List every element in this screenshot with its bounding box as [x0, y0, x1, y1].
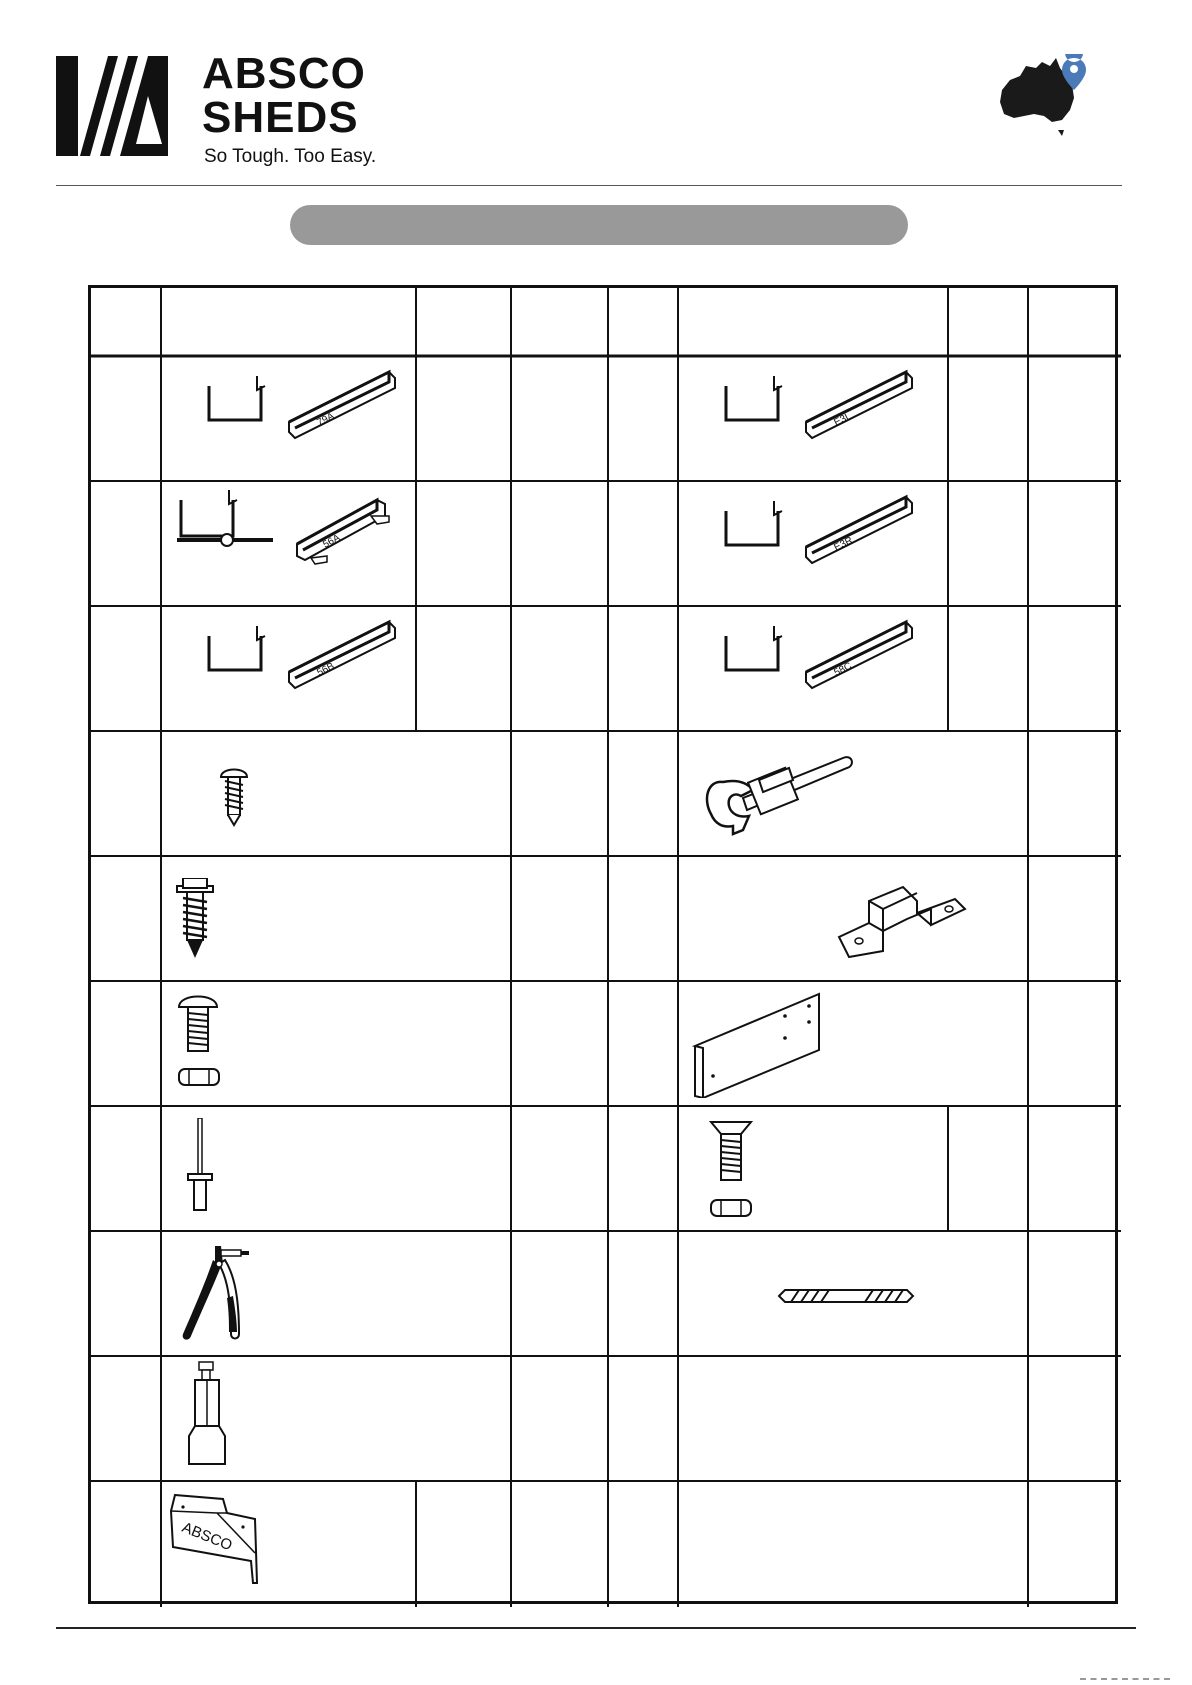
channel-79a-icon	[191, 366, 401, 456]
omega-bracket-icon	[835, 873, 969, 963]
drill-bit-icon	[777, 1288, 915, 1304]
hinged-channel-56a-icon	[177, 486, 407, 582]
bolt-and-nut-icon	[177, 991, 223, 1091]
footer-divider	[56, 1627, 1136, 1629]
rivet-gun-icon	[177, 1242, 267, 1342]
brand-line-2: SHEDS	[202, 93, 359, 142]
tek-screw-pan-head-icon	[219, 765, 249, 827]
channel-56b-label: 56B	[315, 660, 337, 679]
channel-e3r-icon	[708, 491, 918, 581]
channel-e3l-label: E3L	[832, 410, 854, 429]
parts-table	[88, 285, 1118, 1604]
channel-58c-label: 58C	[832, 660, 854, 679]
footer-page-marker	[1080, 1678, 1170, 1680]
channel-e3l-icon	[708, 366, 918, 456]
australia-map-pin-icon	[996, 54, 1096, 138]
channel-56b-icon	[191, 616, 401, 706]
hex-driver-bit-icon	[187, 1360, 227, 1470]
brand-logo	[56, 49, 396, 172]
brand-wordmark	[202, 49, 366, 142]
door-latch-bolt-icon	[693, 734, 873, 850]
channel-58c-icon	[708, 616, 918, 706]
header-divider	[56, 185, 1122, 186]
absco-badge-text: ABSCO	[179, 1518, 235, 1555]
brand-tagline: So Tough. Too Easy.	[204, 146, 377, 167]
absco-stripes-logo-icon	[56, 56, 168, 166]
title-bar	[290, 205, 908, 245]
pop-rivet-icon	[187, 1118, 213, 1212]
brand-line-1: ABSCO	[202, 49, 366, 98]
channel-79a-label: 79A	[315, 410, 337, 429]
absco-badge-icon	[169, 1491, 269, 1591]
channel-56a-label: 56A	[321, 532, 343, 551]
countersunk-bolt-and-nut-icon	[709, 1120, 755, 1218]
channel-e3r-label: E3R	[832, 535, 855, 554]
hex-tek-screw-icon	[173, 878, 217, 960]
angle-plate-icon	[689, 992, 829, 1098]
